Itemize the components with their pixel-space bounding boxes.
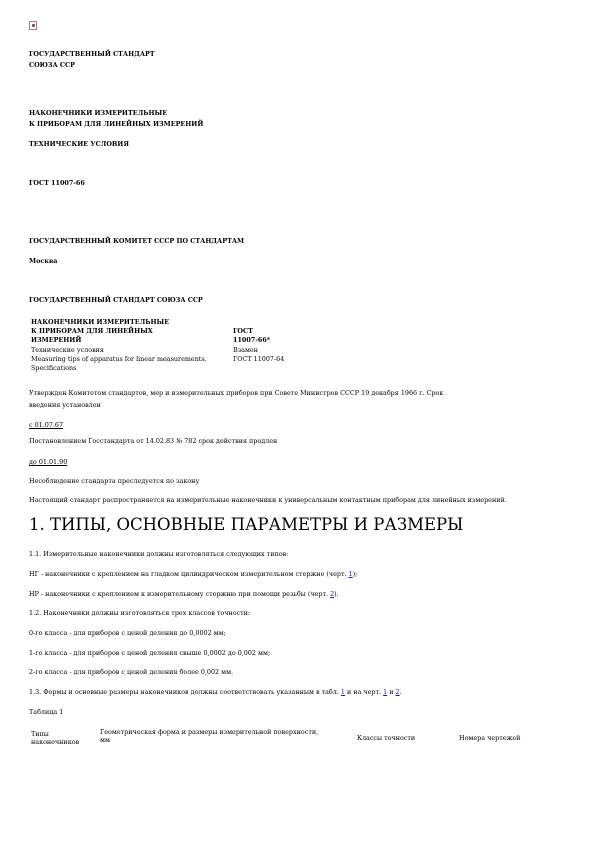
paragraph-types-ng <box>29 570 357 579</box>
title-block-left-3: ИЗМЕРЕНИЙ <box>31 336 82 344</box>
approval-date-2: до 01.01.90 <box>29 458 68 466</box>
approval-penalty: Несоблюдение стандарта преследуется по закону <box>29 477 200 485</box>
broken-image-icon <box>29 21 37 30</box>
title-block-right-2: 11007-66* <box>233 336 271 344</box>
paragraph-types-nr-end: ). <box>334 590 339 598</box>
paragraph-class-0: 0-го класса - для приборов с ценой деления до 0,0002 мм; <box>29 629 226 637</box>
title-subtitle: ТЕХНИЧЕСКИЕ УСЛОВИЯ <box>29 140 129 148</box>
title-block-left-4: Технические условия <box>31 346 104 354</box>
section-heading: 1. ТИПЫ, ОСНОВНЫЕ ПАРАМЕТРЫ И РАЗМЕРЫ <box>29 515 464 534</box>
table-caption: Таблица 1 <box>29 708 64 716</box>
approval-line-1: Утвержден Комитетом стандартов, мер и измерительных приборов при Совете Министров СССР 19 декабря 1966 г. Срок <box>29 389 444 397</box>
paragraph-class-2: 2-го класса - для приборов с ценой деления более 0,002 мм. <box>29 668 234 676</box>
title-block-right-1: ГОСТ <box>233 327 253 335</box>
committee-city: Москва <box>29 257 58 265</box>
table-header-types <box>31 730 79 746</box>
title-block-left-5: Measuring tips of apparatus for linear measurements. <box>31 355 207 363</box>
paragraph-types-nr <box>29 590 339 599</box>
drawing-2-link[interactable]: 2 <box>330 590 335 598</box>
paragraph-1-1: 1.1. Измерительные наконечники должны изготовляться следующих типов: <box>29 550 289 558</box>
table-header-types-1: Типы <box>31 730 49 738</box>
title-block-right-3: Взамен <box>233 346 259 354</box>
approval-scope: Настоящий стандарт распространяется на измерительные наконечники к универсальным контактным приборам для линейных измерений. <box>29 496 507 504</box>
table-header-geometry-1: Геометрическая форма и размеры измерительной поверхности, <box>100 728 319 736</box>
title-block-left-1: НАКОНЕЧНИКИ ИЗМЕРИТЕЛЬНЫЕ <box>31 318 170 326</box>
drawing-1-link[interactable]: 1 <box>348 570 353 578</box>
title-block-right-4: ГОСТ 11007-64 <box>233 355 285 363</box>
header-line-2: СОЮЗА ССР <box>29 61 75 69</box>
table-header-geometry-2: мм <box>100 736 110 744</box>
title-block-left-2: К ПРИБОРАМ ДЛЯ ЛИНЕЙНЫХ <box>31 327 153 335</box>
paragraph-types-ng-text: НГ - наконечники с креплением на гладком цилиндрическом измерительном стержне (черт. <box>29 570 349 578</box>
committee-name: ГОСУДАРСТВЕННЫЙ КОМИТЕТ СССР ПО СТАНДАРТАМ <box>29 237 245 245</box>
approval-extension: Постановлением Госстандарта от 14.02.83 № 782 срок действия продлен <box>29 437 278 445</box>
table-header-drawings: Номера чертежей <box>459 734 521 742</box>
header-line-1: ГОСУДАРСТВЕННЫЙ СТАНДАРТ <box>29 50 155 58</box>
drawing-1-link-2[interactable]: 1 <box>383 688 388 696</box>
standard-header: ГОСУДАРСТВЕННЫЙ СТАНДАРТ СОЮЗА ССР <box>29 296 203 304</box>
paragraph-class-1: 1-го класса - для приборов с ценой деления свыше 0,0002 до 0,002 мм; <box>29 649 271 657</box>
approval-date-1: с 01.07.67 <box>29 421 64 429</box>
paragraph-types-nr-text: НР - наконечники с креплением к измерительному стержню при помощи резьбы (черт. <box>29 590 331 598</box>
paragraph-1-3-text: 1.3. Формы и основные размеры наконечников должны соответствовать указанным в табл. <box>29 688 341 696</box>
paragraph-1-3-end: . <box>399 688 402 696</box>
paragraph-1-2: 1.2. Наконечники должны изготовляться трех классов точности: <box>29 609 251 617</box>
doc-number: ГОСТ 11007-66 <box>29 179 85 187</box>
drawing-2-link-2[interactable]: 2 <box>395 688 400 696</box>
table-header-geometry <box>100 728 318 744</box>
table-header-classes: Классы точности <box>357 734 416 742</box>
table-1-link[interactable]: 1 <box>340 688 345 696</box>
paragraph-types-ng-end: ); <box>352 570 358 578</box>
title-block-left-6: Specifications <box>31 364 77 372</box>
approval-line-2: введения установлен <box>29 401 101 409</box>
title-line-1: НАКОНЕЧНИКИ ИЗМЕРИТЕЛЬНЫЕ <box>29 109 168 117</box>
paragraph-1-3-mid: и на черт. <box>344 688 384 696</box>
paragraph-1-3-and: и <box>387 688 396 696</box>
title-line-2: К ПРИБОРАМ ДЛЯ ЛИНЕЙНЫХ ИЗМЕРЕНИЙ <box>29 120 204 128</box>
paragraph-1-3 <box>29 688 402 697</box>
table-header-types-2: наконечников <box>31 738 80 746</box>
